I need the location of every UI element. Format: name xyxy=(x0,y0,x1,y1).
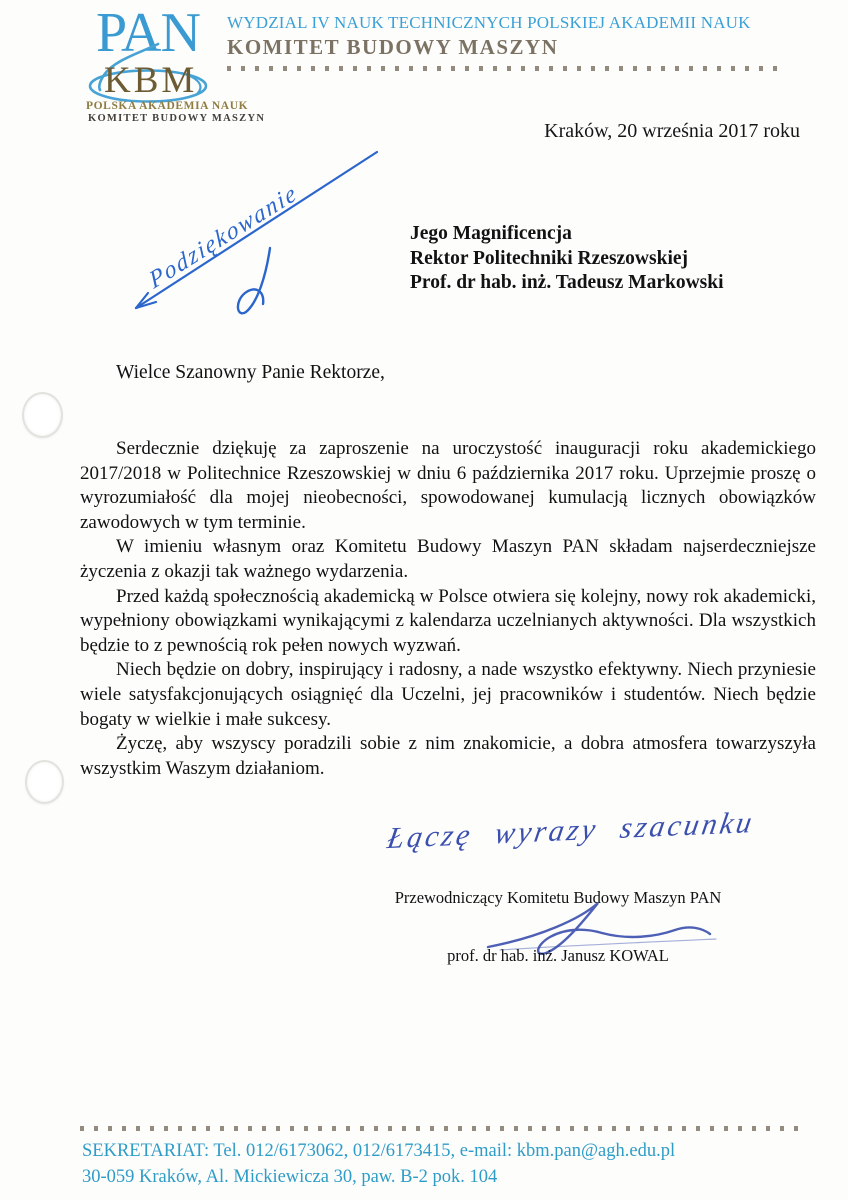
punch-hole-artifact xyxy=(25,760,64,804)
handwritten-closing: Łączę wyrazy szacunku xyxy=(384,805,758,856)
signer-name: prof. dr hab. inż. Janusz KOWAL xyxy=(447,946,669,965)
letter-body xyxy=(80,437,816,781)
footer-line1: SEKRETARIAT: Tel. 012/6173062, 012/6173415, e-mail: kbm.pan@agh.edu.pl xyxy=(82,1141,676,1161)
annotation-word: Podziękowanie xyxy=(146,179,302,295)
department-line2: KOMITET BUDOWY MASZYN xyxy=(227,35,559,59)
letterhead-department xyxy=(227,12,807,60)
pan-kbm-logo xyxy=(84,2,266,128)
paragraph-3: Przed każdą społecznością akademicką w Polsce otwiera się kolejny, nowy rok akademicki, wypełniony obowiązkami wynikającymi z kalendarza uczelnianych aktywności. Dla wszystkich będzie to z pewnością rok pełen nowych wyzwań. xyxy=(80,585,816,656)
paragraph-5: Życzę, aby wszyscy poradzili sobie z nim znakomicie, a dobra atmosfera towarzyszyła wszystkim Waszym działaniom. xyxy=(80,733,816,779)
recipient-line2: Rektor Politechniki Rzeszowskiej xyxy=(410,247,689,269)
footer-contact xyxy=(82,1138,802,1190)
recipient-line3: Prof. dr hab. inż. Tadeusz Markowski xyxy=(410,272,724,293)
signer-title: Przewodniczący Komitetu Budowy Maszyn PAN xyxy=(394,888,722,907)
logo-org-line1: POLSKA AKADEMIA NAUK xyxy=(86,100,249,112)
dateline: Kraków, 20 września 2017 roku xyxy=(544,120,800,142)
handwritten-annotation xyxy=(112,130,402,326)
paragraph-1: Serdecznie dziękuję za zaproszenie na uroczystość inauguracji roku akademickiego 2017/2018 w Politechnice Rzeszowskiej w dniu 6 października 2017 roku. Uprzejmie proszę o wyrozumiałość dla mojej nieobecności, spowodowanej kumulacją licznych obowiązków zawodowych w tym terminie. xyxy=(80,438,816,533)
paragraph-2: W imieniu własnym oraz Komitetu Budowy Maszyn PAN składam najserdeczniejsze życzenia z okazji tak ważnego wydarzenia. xyxy=(80,536,816,582)
logo-kbm-text: KBM xyxy=(104,60,198,101)
paragraph-4: Niech będzie on dobry, inspirujący i radosny, a nade wszystko efektywny. Niech przyniesie wiele satysfakcjonujących osiągnięć dla Uczelni, jej pracowników i studentów. Niech będzie bogaty w wielkie i małe sukcesy. xyxy=(80,659,816,730)
header-dotted-divider xyxy=(227,66,780,71)
footer-dotted-divider xyxy=(80,1126,798,1131)
salutation: Wielce Szanowny Panie Rektorze, xyxy=(116,362,385,383)
punch-hole-artifact xyxy=(22,392,63,438)
footer-line2: 30-059 Kraków, Al. Mickiewicza 30, paw. B-2 pok. 104 xyxy=(82,1167,498,1187)
logo-org-line2: KOMITET BUDOWY MASZYN xyxy=(88,113,266,124)
recipient-line1: Jego Magnificencja xyxy=(410,223,572,244)
recipient-block xyxy=(410,222,724,296)
department-line1: WYDZIAL IV NAUK TECHNICZNYCH POLSKIEJ AKADEMII NAUK xyxy=(227,13,751,32)
logo-pan-text: PAN xyxy=(96,2,200,64)
